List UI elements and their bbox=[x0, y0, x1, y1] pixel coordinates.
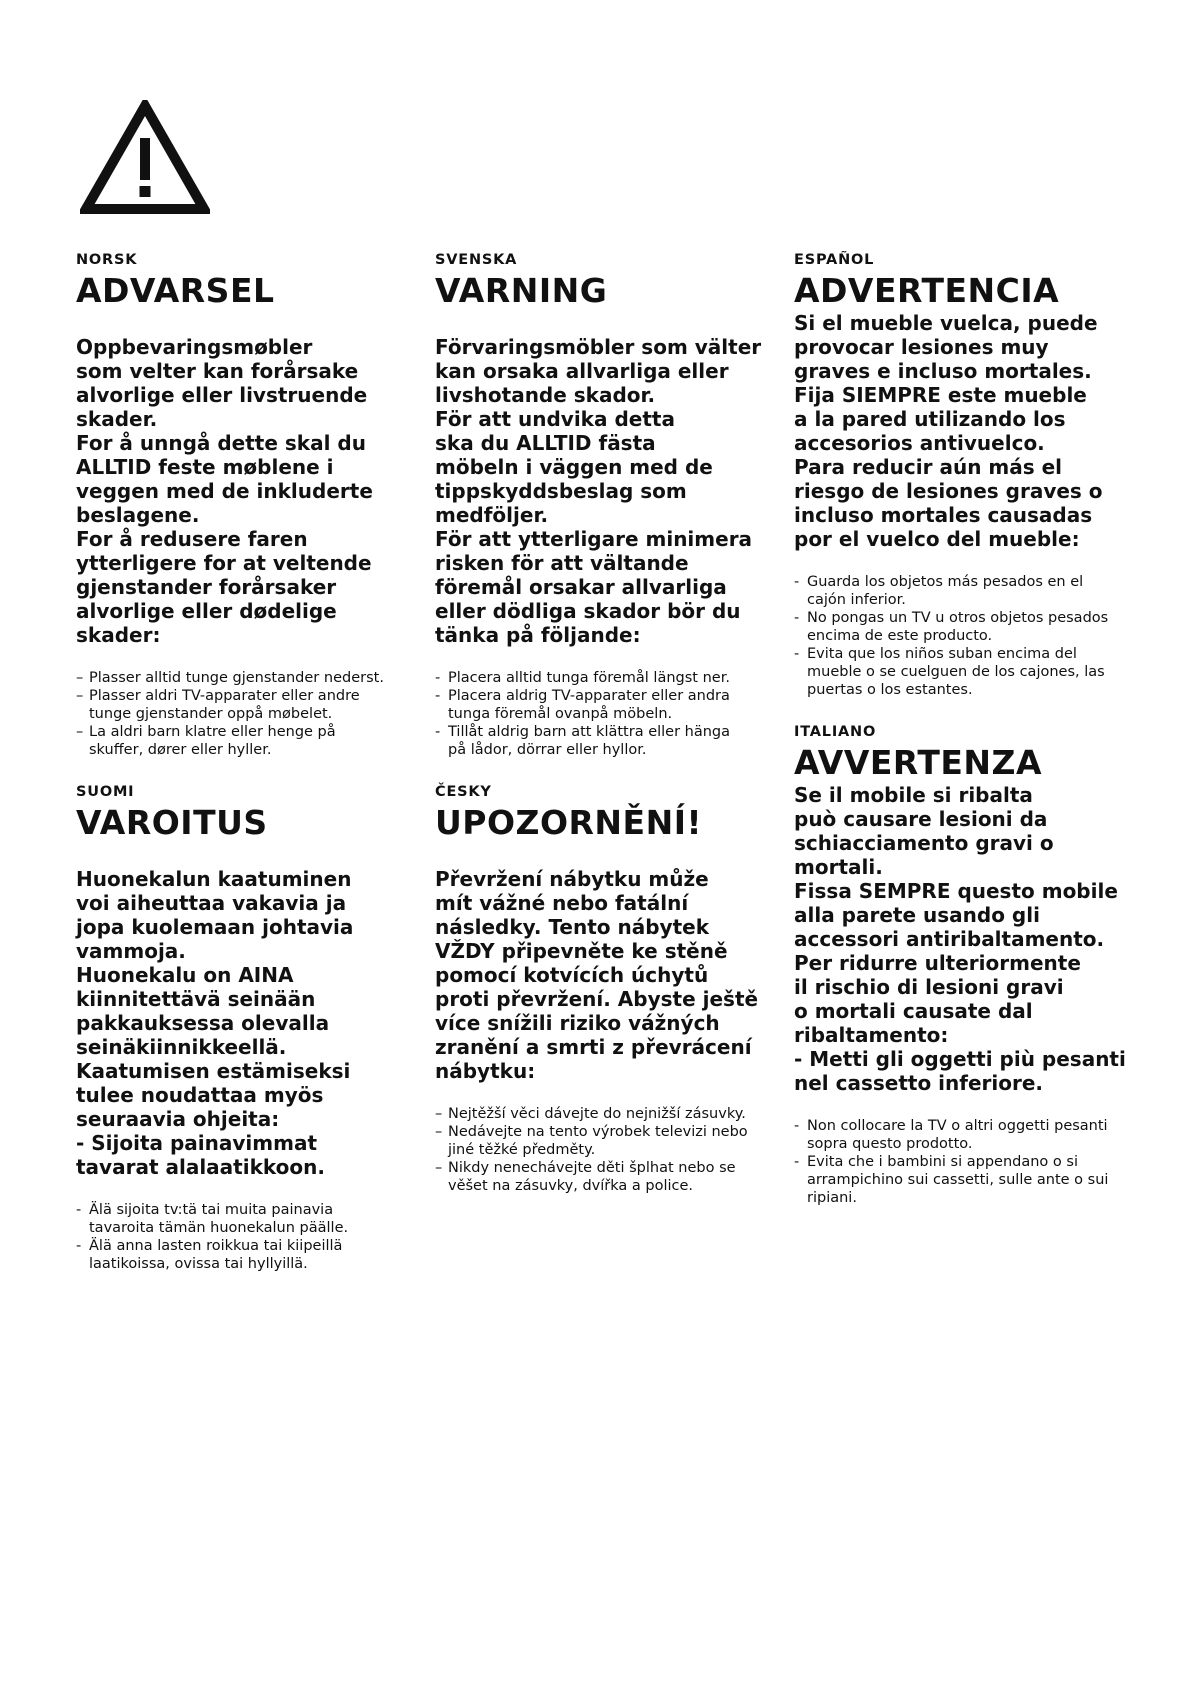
list-item: - Placera aldrig TV-apparater eller andra tunga föremål ovanpå möbeln. bbox=[435, 688, 730, 722]
warning-title: ADVARSEL bbox=[76, 271, 275, 310]
column-middle bbox=[435, 251, 780, 1219]
warning-body: Převržení nábytku může mít vážné nebo fatální následky. Tento nábytek VŽDY připevněte ke stěně pomocí kotvících úchytů proti převržení. Abyste ještě více snížili riziko vážných zranění a smrti z převrácení nábytku: bbox=[435, 867, 759, 1083]
list-item: - No pongas un TV u otros objetos pesados encima de este producto. bbox=[794, 610, 1109, 644]
list-item: - Evita che i bambini si appendano o si arrampichino sui cassetti, sulle ante o sui ripiani. bbox=[794, 1154, 1109, 1206]
bullet-list bbox=[435, 669, 780, 759]
section-cesky bbox=[435, 783, 780, 1195]
warning-body: Oppbevaringsmøbler som velter kan forårsake alvorlige eller livstruende skader. For å unngå dette skal du ALLTID feste møblene i veggen med de inkluderte beslagene. For å redusere faren ytterligere for at veltende gjenstander forårsaker alvorlige eller dødelige skader: bbox=[76, 335, 373, 647]
section-espanol bbox=[794, 251, 1139, 699]
warning-title: VARNING bbox=[435, 271, 608, 310]
list-item: - Älä anna lasten roikkua tai kiipeillä laatikoissa, ovissa tai hyllyillä. bbox=[76, 1238, 343, 1272]
list-item: - Guarda los objetos más pesados en el cajón inferior. bbox=[794, 574, 1084, 608]
bullet-list bbox=[794, 1117, 1139, 1207]
warning-title: VAROITUS bbox=[76, 803, 268, 842]
list-item: - Non collocare la TV o altri oggetti pesanti sopra questo prodotto. bbox=[794, 1118, 1108, 1152]
language-label: ITALIANO bbox=[794, 724, 877, 740]
bullet-list bbox=[435, 1105, 780, 1195]
warning-body: Huonekalun kaatuminen voi aiheuttaa vakavia ja jopa kuolemaan johtavia vammoja. Huonekalu on AINA kiinnitettävä seinään pakkauksessa olevalla seinäkiinnikkeellä. Kaatumisen estämiseksi tulee noudattaa myös seuraavia ohjeita: - Sijoita painavimmat tavarat alalaatikkoon. bbox=[76, 867, 354, 1179]
section-suomi bbox=[76, 783, 421, 1273]
list-item: – Nedávejte na tento výrobek televizi nebo jiné těžké předměty. bbox=[435, 1124, 748, 1158]
list-item: – La aldri barn klatre eller henge på skuffer, dører eller hyller. bbox=[76, 724, 336, 758]
column-left bbox=[76, 251, 421, 1297]
warning-body: Si el mueble vuelca, puede provocar lesiones muy graves e incluso mortales. Fija SIEMPRE este mueble a la pared utilizando los accesorios antivuelco. Para reducir aún más el riesgo de lesiones graves o incluso mortales causadas por el vuelco del mueble: bbox=[794, 311, 1103, 551]
list-item: - Älä sijoita tv:tä tai muita painavia tavaroita tämän huonekalun päälle. bbox=[76, 1202, 349, 1236]
section-svenska bbox=[435, 251, 780, 759]
section-italiano bbox=[794, 723, 1139, 1207]
warning-title: AVVERTENZA bbox=[794, 743, 1042, 782]
bullet-list bbox=[76, 1201, 421, 1273]
bullet-list bbox=[794, 573, 1139, 699]
language-label: ESPAÑOL bbox=[794, 252, 875, 268]
list-item: - Tillåt aldrig barn att klättra eller hänga på lådor, dörrar eller hyllor. bbox=[435, 724, 731, 758]
section-norsk bbox=[76, 251, 421, 759]
list-item: - Evita que los niños suban encima del mueble o se cuelguen de los cajones, las puertas o los estantes. bbox=[794, 646, 1105, 698]
list-item: – Nejtěžší věci dávejte do nejnižší zásuvky. bbox=[435, 1106, 746, 1122]
language-label: SVENSKA bbox=[435, 252, 518, 268]
bullet-list bbox=[76, 669, 421, 759]
list-item: – Nikdy nenechávejte děti šplhat nebo se věšet na zásuvky, dvířka a police. bbox=[435, 1160, 736, 1194]
warning-title: ADVERTENCIA bbox=[794, 271, 1060, 310]
warning-body: Se il mobile si ribalta può causare lesioni da schiacciamento gravi o mortali. Fissa SEMPRE questo mobile alla parete usando gli accessori antiribaltamento. Per ridurre ulteriormente il rischio di lesioni gravi o mortali causate dal ribaltamento: - Metti gli oggetti più pesanti nel cassetto inferiore. bbox=[794, 783, 1126, 1095]
list-item: - Placera alltid tunga föremål längst ner. bbox=[435, 670, 730, 686]
language-label: ČESKY bbox=[435, 784, 492, 800]
language-label: SUOMI bbox=[76, 784, 135, 800]
warning-body: Förvaringsmöbler som välter kan orsaka allvarliga eller livshotande skador. För att undvika detta ska du ALLTID fästa möbeln i väggen med de tippskyddsbeslag som medföljer. För att ytterligare minimera risken för att vältande föremål orsakar allvarliga eller dödliga skador bör du tänka på följande: bbox=[435, 335, 762, 647]
list-item: – Plasser aldri TV-apparater eller andre tunge gjenstander oppå møbelet. bbox=[76, 688, 360, 722]
warning-triangle-icon bbox=[80, 100, 210, 214]
list-item: – Plasser alltid tunge gjenstander nederst. bbox=[76, 670, 384, 686]
column-right bbox=[794, 251, 1139, 1231]
language-label: NORSK bbox=[76, 252, 138, 268]
warning-title: UPOZORNĚNÍ! bbox=[435, 803, 703, 842]
